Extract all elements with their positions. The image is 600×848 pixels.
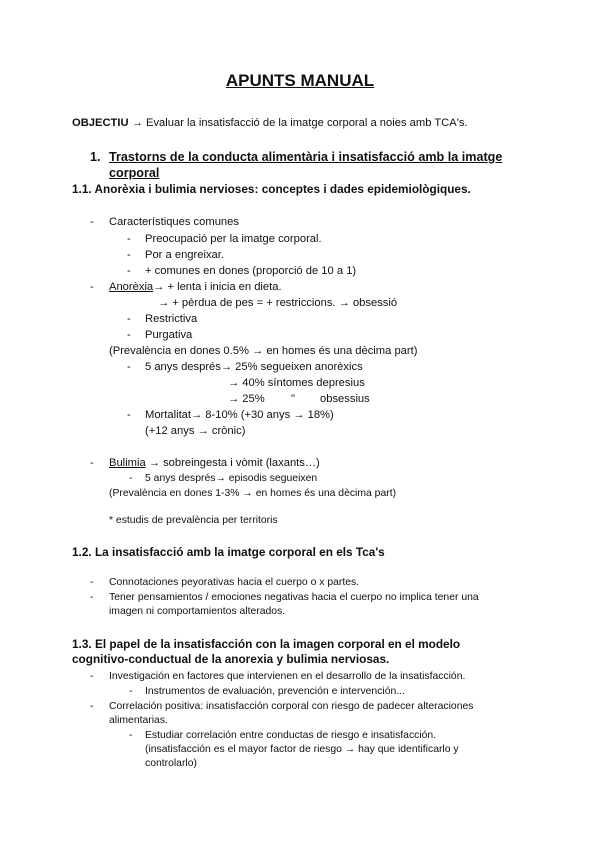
bullet: - — [90, 671, 94, 682]
list-item: Anorèxia→ + lenta i inicia en dieta. — [109, 281, 282, 293]
list-item: + comunes en dones (proporció de 10 a 1) — [145, 265, 357, 277]
section1-number: 1. — [90, 150, 101, 164]
bullet: - — [127, 329, 131, 341]
list-item: Estudiar correlación entre conductas de riesgo e insatisfacción. — [145, 730, 437, 741]
list-item: imagen ni comportamientos alterados. — [109, 606, 286, 617]
list-item: Mortalitat→ 8-10% (+30 anys → 18%) — [145, 409, 334, 421]
subsection-1-3-heading-line1: 1.3. El papel de la insatisfacción con la imagen corporal en el modelo — [72, 637, 461, 651]
ditto-mark: " — [291, 393, 295, 405]
bullet: - — [90, 457, 94, 469]
list-item: Preocupació per la imatge corporal. — [145, 233, 322, 245]
list-item: (+12 anys → crònic) — [145, 425, 246, 437]
list-item: Investigación en factores que intervienen en el desarrollo de la insatisfacción. — [109, 671, 466, 682]
objective-line — [72, 116, 468, 130]
list-item: 5 anys després→ 25% segueixen anorèxics — [145, 361, 363, 373]
list-item: Connotaciones peyorativas hacia el cuerpo o x partes. — [109, 577, 360, 588]
objective-label: OBJECTIU — [72, 117, 129, 129]
list-item: → 40% síntomes depresius — [228, 377, 365, 389]
bullet: - — [129, 473, 133, 484]
bullet: - — [129, 730, 133, 741]
bullet: - — [90, 281, 94, 293]
list-item: Por a engreixar. — [145, 249, 224, 261]
list-item: → + pèrdua de pes = + restriccions. → obsessió — [158, 297, 398, 309]
prevalence-note: (Prevalència en dones 1-3% → en homes és una dècima part) — [109, 488, 397, 499]
subsection-1-3-heading-line2: cognitivo-conductual de la anorexia y bulimia nerviosas. — [72, 652, 390, 666]
bullet: - — [127, 313, 131, 325]
bullet: - — [127, 409, 131, 421]
objective-text: → Evaluar la insatisfacció de la imatge corporal a noies amb TCA's. — [131, 117, 468, 129]
list-item: Tener pensamientos / emociones negativas hacia el cuerpo no implica tener una — [109, 592, 479, 603]
subsection-1-2-heading: 1.2. La insatisfacció amb la imatge corporal en els Tca's — [72, 545, 385, 559]
list-item: Bulimia → sobreingesta i vòmit (laxants…) — [109, 457, 320, 469]
bullet: - — [127, 249, 131, 261]
bullet: - — [90, 701, 94, 712]
bullet: - — [90, 216, 94, 228]
bulimia-label: Bulimia — [109, 457, 146, 469]
bullet: - — [127, 361, 131, 373]
prevalence-note: (Prevalència en dones 0.5% → en homes és una dècima part) — [109, 345, 418, 357]
footnote: * estudis de prevalència per territoris — [109, 515, 278, 526]
list-item: obsessius — [320, 393, 370, 405]
section1-title-line2: corporal — [109, 166, 160, 180]
bullet: - — [127, 233, 131, 245]
bullet: - — [90, 577, 94, 588]
list-item: 5 anys després→ episodis segueixen — [145, 473, 318, 484]
list-item: Restrictiva — [145, 313, 198, 325]
list-item: Característiques comunes — [109, 216, 239, 228]
subsection-1-1-heading: 1.1. Anorèxia i bulimia nervioses: conceptes i dades epidemiològiques. — [72, 182, 471, 196]
page-title: APUNTS MANUAL — [225, 71, 375, 90]
list-item: Correlación positiva: insatisfacción corporal con riesgo de padecer alteraciones — [109, 701, 474, 712]
list-item: Purgativa — [145, 329, 193, 341]
list-item: Instrumentos de evaluación, prevención e intervención... — [145, 686, 405, 697]
bullet: - — [127, 265, 131, 277]
list-item: alimentarias. — [109, 715, 168, 726]
anorexia-label: Anorèxia — [109, 281, 154, 293]
list-item: → 25% — [228, 393, 265, 405]
list-item: (insatisfacción es el mayor factor de riesgo → hay que identificarlo y — [145, 744, 459, 755]
list-item: controlarlo) — [145, 758, 197, 769]
bullet: - — [129, 686, 133, 697]
bullet: - — [90, 592, 94, 603]
section1-title-line1: Trastorns de la conducta alimentària i insatisfacció amb la imatge — [109, 150, 503, 164]
